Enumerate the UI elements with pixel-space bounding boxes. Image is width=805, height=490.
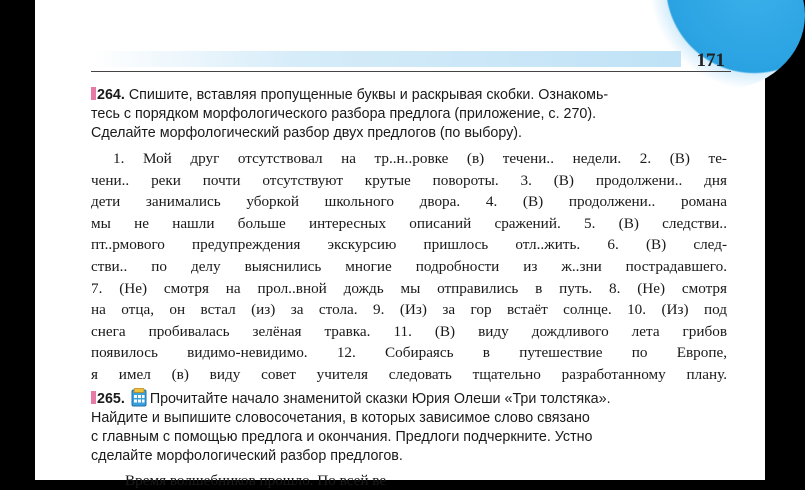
exercise-line: 1. Мой друг отсутствовал на тр..н..ровке (в) течени.. недели. 2. (В) те- bbox=[113, 150, 727, 167]
page-number: 171 bbox=[696, 50, 725, 71]
task-264-line: тесь с порядком морфологического разбора предлога (приложение, с. 270). bbox=[91, 106, 597, 122]
exercise-line: 7. (Не) смотря на прол..вной дождь мы отправились в путь. 8. (Не) смотря bbox=[91, 279, 727, 297]
exercise-line: снега пробивалась зелёная травка. 11. (В) виду дождливого лета грибов bbox=[91, 322, 727, 340]
task-265-line: с главным с помощью предлога и окончания. Предлоги подчеркните. Устно bbox=[91, 429, 593, 445]
task-265-line: сделайте морфологический разбор предлогов. bbox=[91, 448, 403, 464]
exercise-line: пт..рмового предупреждения экскурсию пришлось отл..жить. 6. (В) след- bbox=[91, 236, 727, 254]
task-number: 265. bbox=[97, 391, 125, 407]
exercise-line: стви.. по делу выяснились многие подробности из ж..зни пострадавшего. bbox=[91, 257, 727, 275]
exercise-line: я имел (в) виду совет учителя следовать тщательно разработанному плану. bbox=[91, 365, 727, 383]
task-text: Прочитайте начало знаменитой сказки Юрия Олеши «Три толстяка». bbox=[149, 391, 611, 407]
task-marker bbox=[91, 87, 96, 100]
task-265 bbox=[91, 388, 731, 466]
exercise-text bbox=[91, 148, 727, 386]
exercise-line: дети занимались уборкой школьного двора. 4. (В) продолжени.. романа bbox=[91, 193, 727, 211]
task-number: 264. bbox=[97, 87, 125, 103]
task-264-line bbox=[91, 86, 731, 105]
exercise-line: появилось видимо-невидимо. 12. Собираясь в путешествие по Европе, bbox=[91, 344, 727, 362]
task-264-line: Сделайте морфологический разбор двух предлогов (по выбору). bbox=[91, 125, 523, 141]
exercise-line: на отца, он встал (из) за стола. 9. (Из) за гор встаёт солнце. 10. (Из) под bbox=[91, 301, 727, 319]
header-rule bbox=[91, 71, 731, 72]
exercise-line: мы не нашли больше интересных описаний сражений. 5. (В) следстви.. bbox=[91, 214, 727, 232]
task-marker bbox=[91, 391, 96, 404]
header-band bbox=[91, 51, 681, 67]
task-265-line: Найдите и выпишите словосочетания, в которых зависимое слово связано bbox=[91, 410, 590, 426]
task-text: Спишите, вставляя пропущенные буквы и раскрывая скобки. Ознакомь- bbox=[128, 87, 609, 103]
cut-off-line: Время волшебников прошло. По всей ве bbox=[125, 472, 387, 489]
exercise-line: чени.. реки почти отсутствуют крутые повороты. 3. (В) продолжени.. дня bbox=[91, 171, 727, 189]
task-265-line bbox=[91, 388, 731, 409]
textbook-page bbox=[35, 0, 765, 489]
task-264 bbox=[91, 86, 731, 143]
corner-decoration bbox=[635, 0, 805, 90]
book-icon bbox=[131, 388, 147, 407]
